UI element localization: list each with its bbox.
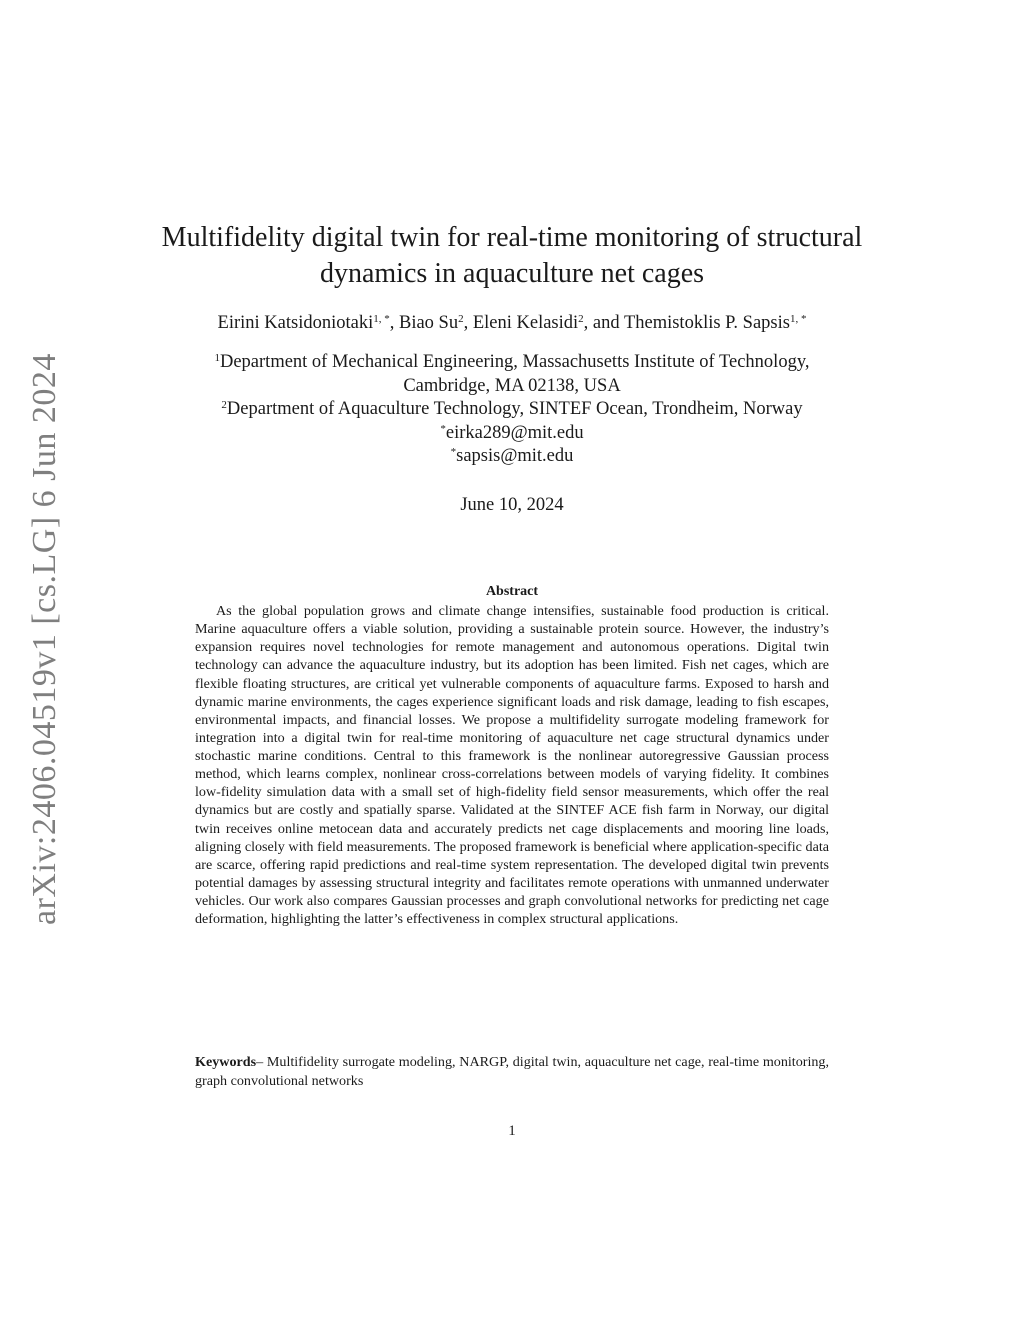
publication-date: June 10, 2024 [460, 495, 564, 515]
abstract-text: As the global population grows and climate change intensifies, sustainable food production is critical. Marine aquaculture offers a viable solution, providing a sustainable protein source. However, the industry’s expansion requires novel technologies for remote management and autonomous operations. Digital twin technology can advance the aquaculture industry, but its adoption has been limited. Fish net cages, which are flexible floating structures, are critical yet vulnerable components of aquaculture farms. Exposed to harsh and dynamic marine environments, the cages experience significant loads and risk damage, leading to fish escapes, environmental impacts, and financial losses. We propose a multifidelity surrogate modeling framework for integration into a digital twin for real-time monitoring of aquaculture net cage structural dynamics under stochastic marine conditions. Central to this framework is the nonlinear autoregressive Gaussian process method, which learns complex, nonlinear cross-correlations between models of varying fidelity. It combines low-fidelity simulation data with a small set of high-fidelity field sensor measurements, which offer the real dynamics but are costly and spatially sparse. Validated at the SINTEF ACE fish farm in Norway, our digital twin receives online metocean data and accurately predicts net cage displacements and mooring line loads, aligning closely with field measurements. The proposed framework is beneficial where application-specific data are scarce, offering rapid predictions and real-time system representation. The developed digital twin prevents potential damages by assessing structural integrity and facilitates remote operations with unmanned underwater vehicles. Our work also compares Gaussian processes and graph convolutional networks for predicting net cage deformation, highlighting the latter’s effectiveness in complex structural applications. [195, 603, 829, 928]
author-name: Themistoklis P. Sapsis [623, 313, 790, 333]
email-address[interactable]: eirka289@mit.edu [445, 422, 584, 443]
affiliation-1-continued: Cambridge, MA 02138, USA [403, 375, 621, 396]
keywords-text: Multifidelity surrogate modeling, NARGP, digital twin, aquaculture net cage, real-time monitoring, graph convolutional networks [195, 1054, 829, 1089]
keywords-label: Keywords [195, 1054, 257, 1070]
author-affiliation-mark: 2 [458, 313, 464, 325]
page-number: 1 [508, 1123, 516, 1139]
paper-title: Multifidelity digital twin for real-time monitoring of structural dynamics in aquaculture net cages [161, 222, 863, 289]
email-2[interactable]: *sapsis@mit.edu [450, 446, 574, 466]
author-name: Eirini Katsidoniotaki [217, 313, 374, 333]
affiliation-block [140, 351, 884, 469]
abstract-heading: Abstract [485, 584, 539, 599]
affiliation-2: $^2$Department of Aquaculture Technology, SINTEF Ocean, Trondheim, Norway [221, 399, 803, 419]
author-affiliation-mark: 1, * [789, 313, 807, 325]
author-list: Eirini Katsidoniotaki$^{1, *}$, Biao Su$^2$, Eleni Kelasidi$^2$, and Themistoklis P. Sapsis$^{1, *}$ [217, 313, 807, 333]
author-affiliation-mark: 1, * [373, 313, 390, 325]
email-1[interactable]: *eirka289@mit.edu [440, 422, 584, 443]
author-name: Biao Su [398, 313, 459, 333]
affiliation-1: $^1$Department of Mechanical Engineering, Massachusetts Institute of Technology, [214, 352, 810, 372]
arxiv-identifier-stamp[interactable]: arXiv:2406.04519v1 [cs.LG] 6 Jun 2024 [26, 353, 63, 925]
keywords-paragraph: Keywords– Multifidelity surrogate modeling, NARGP, digital twin, aquaculture net cage, real-time monitoring, graph convolutional networks [195, 1054, 829, 1089]
author-name: Eleni Kelasidi [472, 313, 579, 333]
author-affiliation-mark: 2 [578, 313, 584, 325]
email-address[interactable]: sapsis@mit.edu [456, 446, 574, 466]
